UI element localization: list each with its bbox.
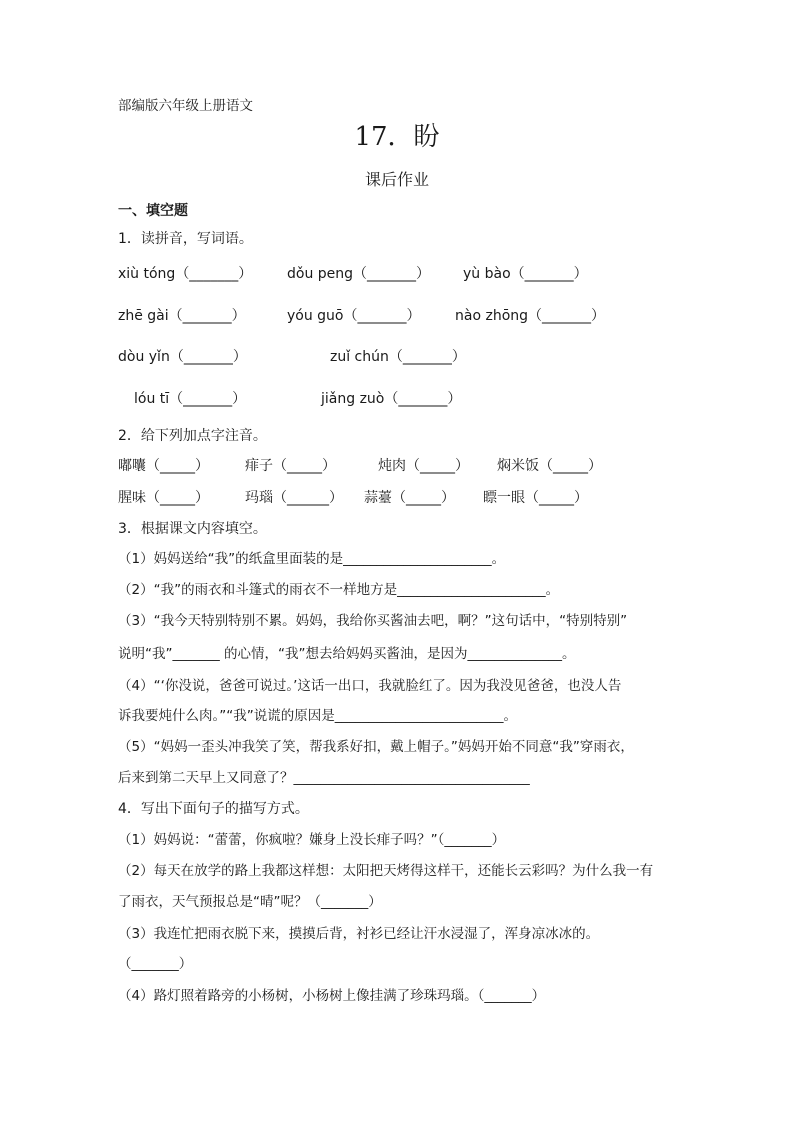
q4-line: （1）妈妈说：“蕾蕾，你疯啦？嫌身上没长痱子吗？”（_______） xyxy=(118,832,506,848)
q1-item: zhē gài（_______） xyxy=(118,308,246,324)
q4-line: （4）路灯照着路旁的小杨树，小杨树上像挂满了珍珠玛瑙。（_______） xyxy=(118,988,546,1004)
q1-item: xiù tóng（_______） xyxy=(118,266,253,282)
q1-stem: 1．读拼音，写词语。 xyxy=(118,231,253,247)
section-title: 一、填空题 xyxy=(118,203,188,219)
q4-line: （_______） xyxy=(118,956,193,972)
q1-item: nào zhōng（_______） xyxy=(455,308,606,324)
q3-line: （4）“‘你没说，爸爸可说过。’这话一出口，我就脸红了。因为我没见爸爸，也没人告 xyxy=(118,678,622,694)
q2-item: 炖肉（_____） xyxy=(378,458,469,474)
q1-item: lóu tī（_______） xyxy=(134,391,247,407)
q1-item: dǒu peng（_______） xyxy=(287,266,431,282)
q3-line: （3）“我今天特别特别不累。妈妈，我给你买酱油去吧，啊？”这句话中，“特别特别” xyxy=(118,613,628,629)
page-title: 17．盼 xyxy=(354,122,440,152)
q1-item: zuǐ chún（_______） xyxy=(330,349,466,365)
q2-item: 瞟一眼（_____） xyxy=(483,490,588,506)
q1-item: yù bào（_______） xyxy=(463,266,588,282)
q4-line: （3）我连忙把雨衣脱下来，摸摸后背，衬衫已经让汗水浸湿了，浑身凉冰冰的。 xyxy=(118,926,600,942)
q3-stem: 3．根据课文内容填空。 xyxy=(118,521,267,537)
q3-line: （1）妈妈送给“我”的纸盒里面装的是______________________。 xyxy=(118,551,506,567)
q2-item: 玛瑙（______） xyxy=(245,490,343,506)
doc-header: 部编版六年级上册语文 xyxy=(118,98,253,114)
q3-line: （2）“我”的雨衣和斗篷式的雨衣不一样地方是______________________。 xyxy=(118,582,560,598)
q1-item: jiǎng zuò（_______） xyxy=(321,391,462,407)
page-subtitle: 课后作业 xyxy=(364,170,429,189)
q1-item: yóu guō（_______） xyxy=(287,308,421,324)
q2-item: 痱子（_____） xyxy=(245,458,336,474)
q3-line: 说明“我”_______ 的心情，“我”想去给妈妈买酱油，是因为______________。 xyxy=(118,646,576,662)
q3-line: （5）“妈妈一歪头冲我笑了笑，帮我系好扣，戴上帽子。”妈妈开始不同意“我”穿雨衣， xyxy=(118,739,634,755)
q2-item: 嘟囔（_____） xyxy=(118,458,209,474)
q2-item: 焖米饭（_____） xyxy=(497,458,602,474)
q4-line: 了雨衣，天气预报总是“晴”呢？（_______） xyxy=(118,894,382,910)
q2-stem: 2．给下列加点字注音。 xyxy=(118,428,267,444)
q4-stem: 4．写出下面句子的描写方式。 xyxy=(118,801,309,817)
q3-line: 诉我要炖什么肉。”“我”说谎的原因是_________________________。 xyxy=(118,708,517,724)
q2-item: 腥味（_____） xyxy=(118,490,209,506)
q2-item: 蒜薹（_____） xyxy=(364,490,455,506)
q3-line: 后来到第二天早上又同意了？___________________________________ xyxy=(118,770,530,786)
q1-item: dòu yǐn（_______） xyxy=(118,349,247,365)
q4-line: （2）每天在放学的路上我都这样想：太阳把天烤得这样干，还能长云彩吗？为什么我一有 xyxy=(118,863,654,879)
